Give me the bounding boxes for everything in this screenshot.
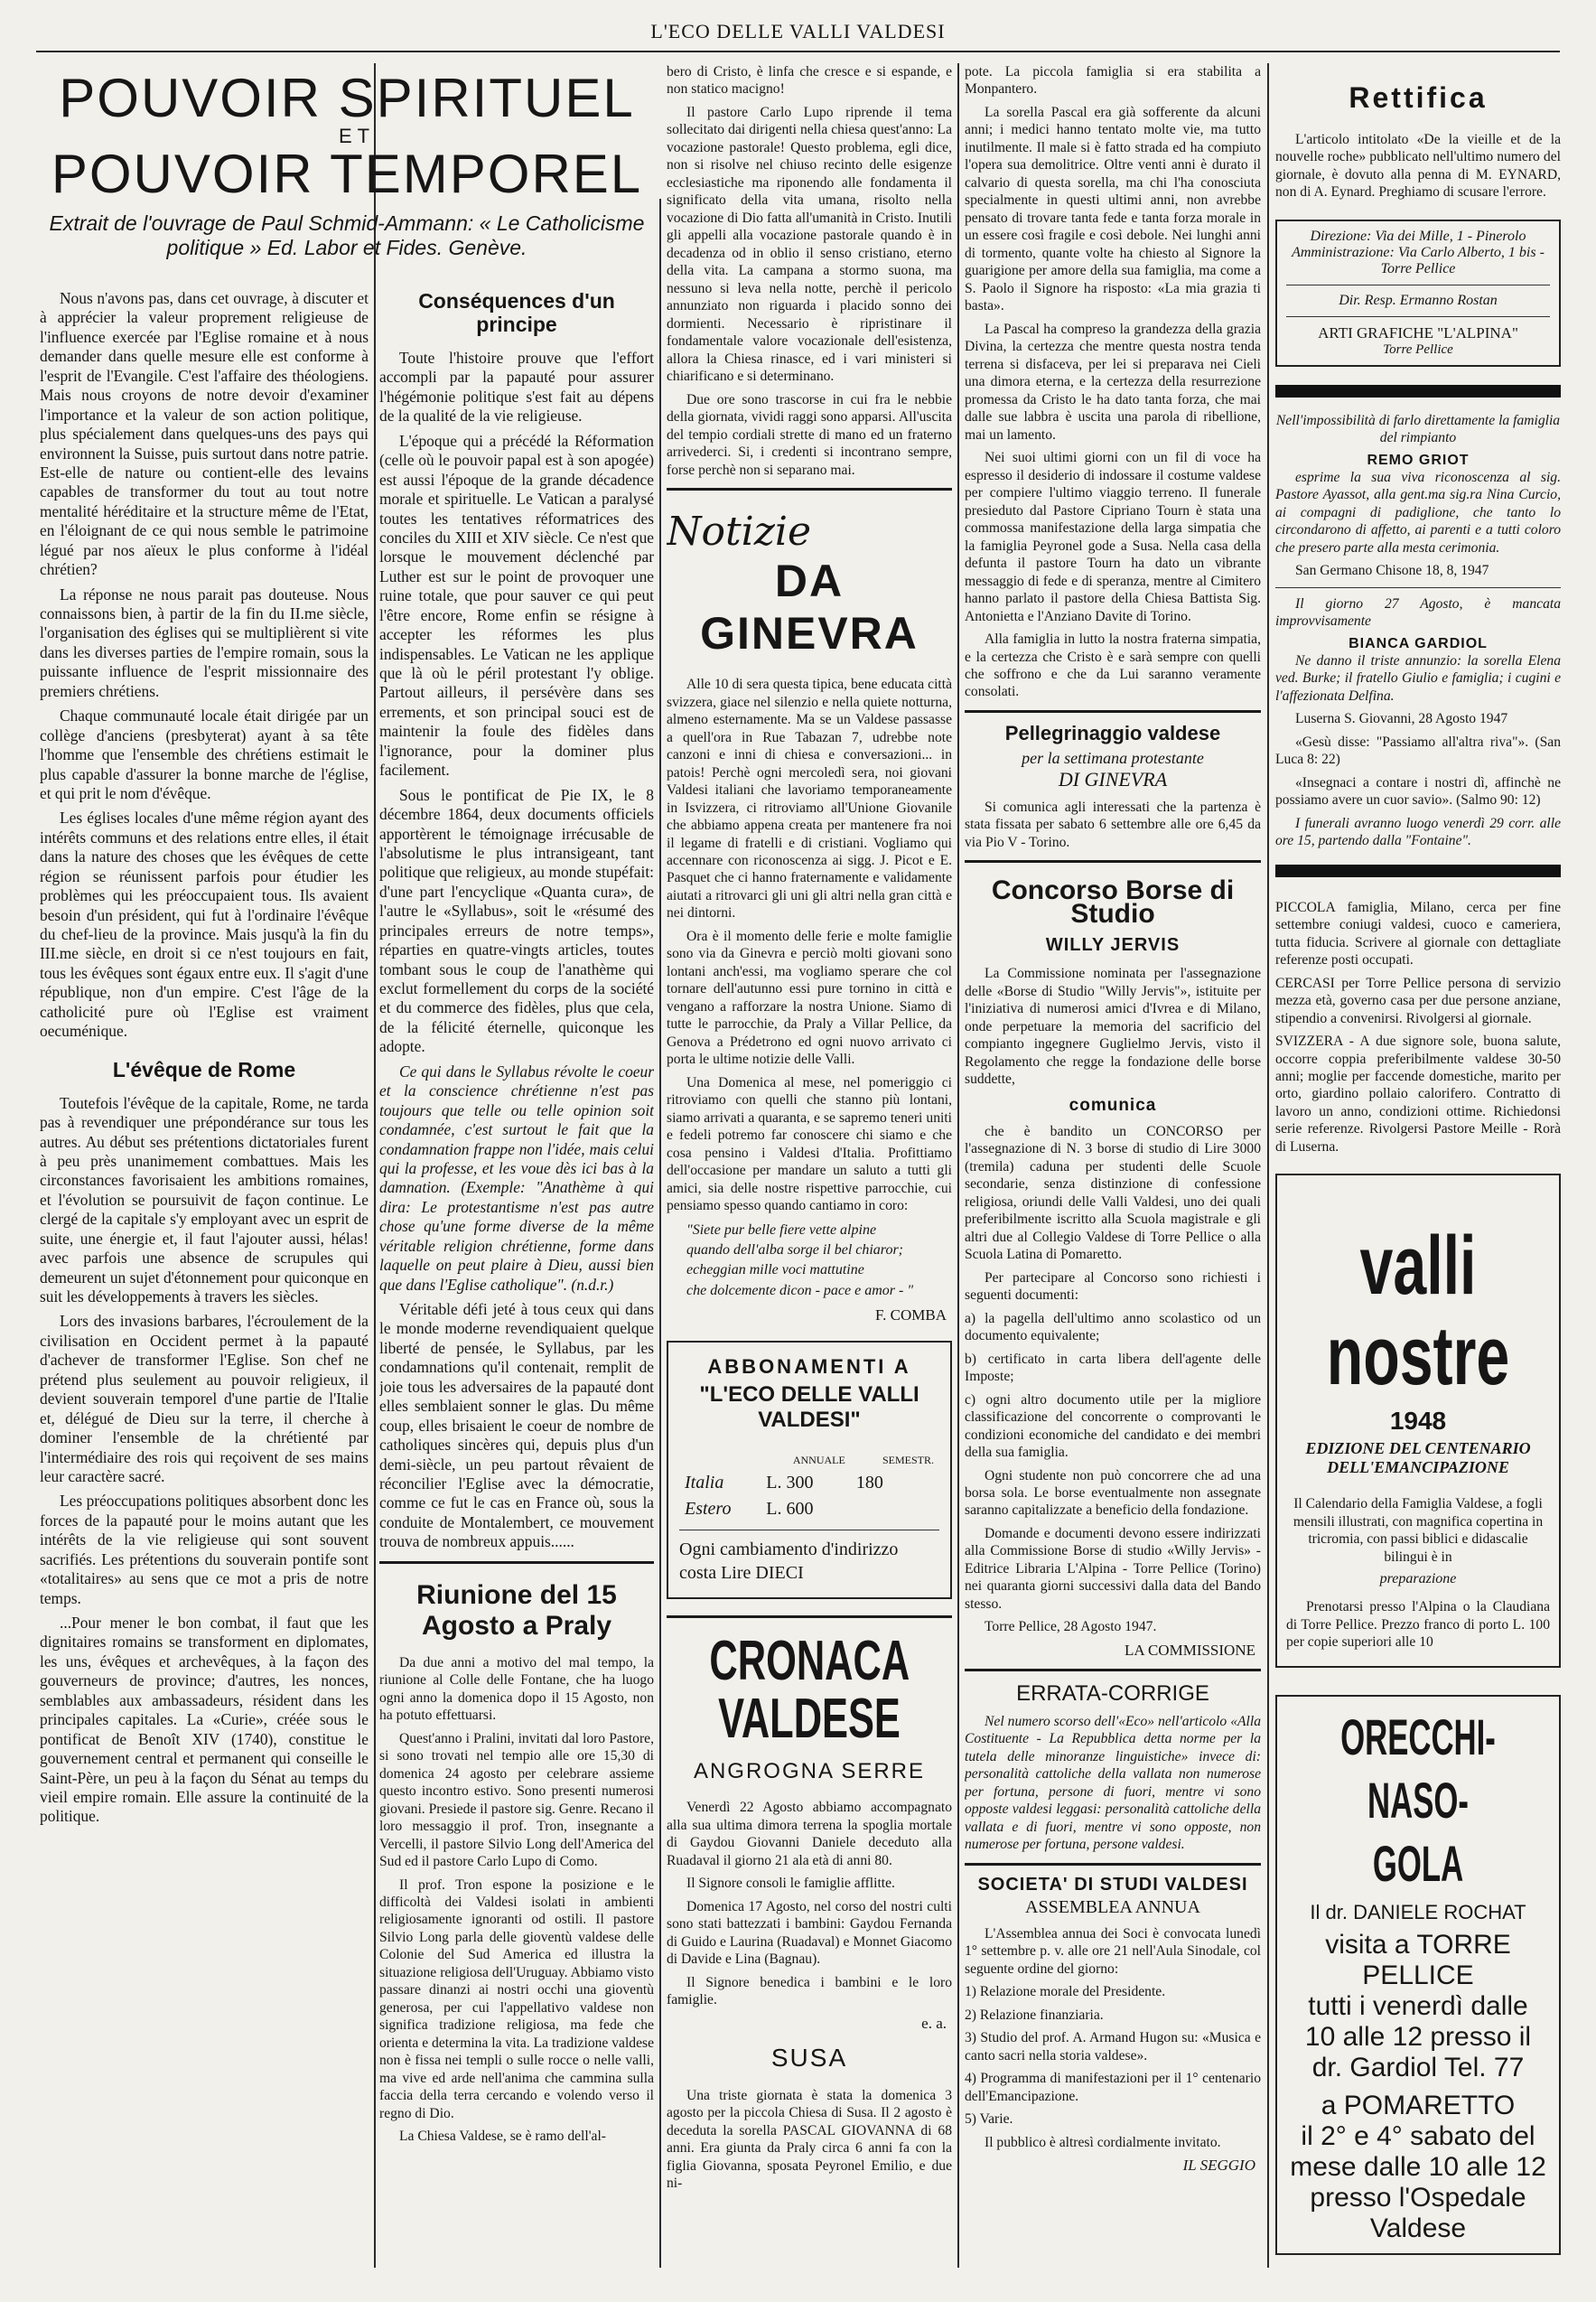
doctor-line: presso l'Ospedale bbox=[1310, 2182, 1526, 2213]
column-5 bbox=[1275, 63, 1561, 2277]
section-heading: L'évêque de Rome bbox=[112, 1057, 296, 1081]
table-row bbox=[679, 1496, 939, 1522]
paragraph: Sous le pontificat de Pie IX, le 8 décembre 1864, deux documents officiels apportèrent le témoignage irrécusable de l'absolutisme le plus intransigeant, tant politique que religieux, au monde stupéfait: d'une part l'encyclique «Quanta cura», de l'autre le «Syllabus», soit le «résumé des principales erreurs de notre temps», réparties en quatre-vingts articles, toutes tombant sous le coup de l'anathème qui exclut formellement du corps de la société et du commerce des fidèles, plus que cela, de la félicité éternelle, quiconque les adopte. bbox=[379, 785, 654, 1056]
column-3 bbox=[667, 63, 952, 2277]
divider bbox=[965, 1863, 1261, 1866]
paragraph: bero di Cristo, è linfa che cresce e si espande, e non statico macigno! bbox=[667, 64, 952, 98]
article-title-line2: POUVOIR TEMPOREL bbox=[51, 144, 643, 204]
divider bbox=[667, 1615, 952, 1618]
calendar-year: 1948 bbox=[1389, 1407, 1447, 1436]
deceased-name: BIANCA GARDIOL bbox=[1349, 635, 1488, 651]
classified-ad: SVIZZERA - A due signore sole, buona salute, occorre coppia preferibilmente valdese 30-50 anni; moglie per faccende domestiche, marito per orto, giardino pollaio calorifero. Contratto di lavoro un anno, condizioni ottime. Richiedonsi serie referenze. Rivolgersi Pastore Meille - Rorà di Luserna. bbox=[1275, 1034, 1561, 1155]
paragraph: Il Calendario della Famiglia Valdese, a fogli mensili illustrati, con magnifica copertina in tricromia, con passi biblici e didascalie bilingui è in bbox=[1293, 1496, 1544, 1565]
doctor-name: Il dr. DANIELE ROCHAT bbox=[1310, 1900, 1526, 1923]
pellegrinaggio-sub1: per la settimana protestante bbox=[1022, 748, 1204, 767]
societa-heading: SOCIETA' DI STUDI VALDESI bbox=[977, 1874, 1248, 1895]
societa-subheading: ASSEMBLEA ANNUA bbox=[1025, 1896, 1200, 1917]
list-item: 1) Relazione morale del Presidente. bbox=[965, 1984, 1166, 2000]
paragraph: Nell'impossibilità di farlo direttamente la famiglia del rimpianto bbox=[1275, 412, 1561, 446]
list-item: b) certificato in carta libera dell'agente delle Imposte; bbox=[965, 1351, 1261, 1385]
paragraph: Si comunica agli interessati che la partenza è stata fissata per sabato 6 settembre alle ore 6,45 da via Pio V - Torino. bbox=[965, 799, 1261, 850]
table-cell: Italia bbox=[685, 1473, 724, 1493]
imprint-box bbox=[1275, 220, 1561, 367]
doctor-line: mese dalle 10 alle 12 bbox=[1290, 2151, 1546, 2182]
divider bbox=[1275, 587, 1561, 588]
column-1 bbox=[40, 289, 369, 2277]
column-rule bbox=[1267, 63, 1269, 2268]
notizie-heading: Notizie bbox=[667, 509, 812, 556]
comunica-heading: comunica bbox=[1069, 1095, 1157, 1115]
doctor-specialty: ORECCHI-NASO-GOLA bbox=[1340, 1708, 1496, 1892]
list-item: 4) Programma di manifestazioni per il 1° centenario dell'Emancipazione. bbox=[965, 2071, 1261, 2104]
doctor-ad-box bbox=[1275, 1695, 1561, 2255]
paragraph: Domande e documenti devono essere indirizzati alla Commissione Borse di studio «Willy Jervis» - Editrice Libraria L'Alpina - Torre Pellice (Torino) nei quaranta giorni successivi dalla data del Bando stesso. bbox=[965, 1525, 1261, 1612]
black-bar bbox=[1275, 385, 1561, 398]
main-article-header bbox=[40, 70, 654, 278]
paragraph: Toute l'histoire prouve que l'effort accompli par la papauté pour assurer l'hégémonie politique s'est fait au dépens de la qualité de la vie religieuse. bbox=[379, 349, 654, 426]
paragraph: Chaque communauté locale était dirigée par un collège d'anciens (presbyterat) ayant à sa tête l'homme que l'ensemble des chrétiens estimait le plus capable d'assurer la bonne marche de l'église, et qui prit le nom d'évêque. bbox=[40, 707, 369, 802]
paragraph: Il Signore benedica i bambini e le loro famiglie. bbox=[667, 1974, 952, 2008]
pellegrinaggio-sub2: DI GINEVRA bbox=[1058, 767, 1168, 791]
susa-heading: SUSA bbox=[770, 2043, 848, 2072]
section-heading: Conséquences d'un principe bbox=[418, 289, 615, 336]
article-subtitle: Extrait de l'ouvrage de Paul Schmid-Ammann: « Le Catholicisme politique » Ed. Labor et Fides. Genève. bbox=[49, 211, 645, 259]
subscription-title: ABBONAMENTI A bbox=[707, 1355, 911, 1379]
black-bar bbox=[1275, 865, 1561, 877]
paragraph: Nous n'avons pas, dans cet ouvrage, à discuter et à apprécier la valeur proprement religieuse de l'influence exercée par l'Eglise romaine et à nous demander dans quelle mesure elle est conforme à l'esprit de l'Evangile. C'est l'affaire des théologiens. Mais nous croyons de notre devoir d'examiner l'importance et la valeur de son action politique, plus spécialement dans quelques-uns des pays qui environnent la Suisse, puis surtout dans notre patrie. Est-elle de nature ou contient-elle des levains capables de transformer du tout au tout notre mentalité héréditaire et la structure même de l'Etat, en l'éloignant de ce qui nous semble le patrimoine légué par nos aïeux le plus conforme à l'idéal chrétien? bbox=[40, 289, 369, 579]
table-header: ANNUALE bbox=[792, 1454, 845, 1467]
paragraph: Il pubblico è altresì cordialmente invitato. bbox=[985, 2134, 1221, 2150]
pellegrinaggio-heading: Pellegrinaggio valdese bbox=[1004, 721, 1221, 744]
paragraph: Alle 10 di sera questa tipica, bene educata città svizzera, giace nel silenzio e nella quiete notturna, almeno esternamente. Ma se un Valdese passasse a quell'ora in Rue Tabazan 7, udrebbe note canzoni e inni di chiesa e conversazioni... in patois! Perchè ogni mercoledì sera, noi giovani Valdesi italiani che lavoriamo temporaneamente in Isvizzera, ci ritroviamo all'Unione Giovanile che abbiamo appena creata per mantenere fra noi il legame di fratelli e di cristiani. Vogliamo qui accennare con riconoscenza ai sigg. J. Picot e E. Pasquet che ci hanno fraternamente e validamente aiutati a ritrovarci gli uni gli altri nella gran città e nei dintorni. bbox=[667, 677, 952, 922]
paragraph: Venerdì 22 Agosto abbiamo accompagnato alla sua ultima dimora terrena la spoglia mortale di Gaydou Giovanni Daniele deceduto alla Ruadaval il giorno 21 ala età di anni 80. bbox=[667, 1800, 952, 1868]
list-item: c) ogni altro documento utile per la migliore classificazione del concorrente o comprovanti le condizioni economiche del candidato e dei membri della sua famiglia. bbox=[965, 1391, 1261, 1461]
paragraph: Il pastore Carlo Lupo riprende il tema sollecitato dai dirigenti nella chiesa quest'anno: La vocazione pastorale! Questo problema, egli dice, non si risolve nel chiuso recinto delle esigenze ecclesiastiche ma riponendo alle fondamenta il significato della vita umana, risolto nella vocazione di Dio fatta all'umanità in Cristo. Inutili gli appelli alla vocazione pastorale quando è in decadenza od in oblio il senso cristiano, eterno della vita. La campana a stormo suona, ma nessuno si leva nella notte, perchè il pericolo annunziato non riguarda i placido sonno dei dormienti. Necessario è ripristinare il fondamentale valore vocazionale dell'esistenza, allora la Chiesa rinasce, ed i vari ministeri si chiarificano e si determinano. bbox=[667, 104, 952, 385]
table-row bbox=[679, 1470, 939, 1496]
doctor-line: Valdese bbox=[1369, 2213, 1467, 2243]
list-item: 3) Studio del prof. A. Armand Hugon su: «Musica e canto sacri nella storia valdese». bbox=[965, 2030, 1261, 2063]
paragraph: Ogni studente non può concorrere che ad una borsa sola. Le borse eventualmente non assegnate saranno capitalizzate a beneficio della fondazione. bbox=[965, 1467, 1261, 1519]
paragraph: Prenotarsi presso l'Alpina o la Claudiana di Torre Pellice. Prezzo franco di porto L. 100 per copie superiori alle 10 bbox=[1286, 1599, 1550, 1651]
paragraph: La Pascal ha compreso la grandezza della grazia Divina, la certezza che mentre questa nostra tenda terrena si disfaceva, per lei si preparava nei Cieli una dimora eterna, e la certezza della resurrezione promessa da Cristo le ha dato tanta forza, che mai dalle sue labbra è uscita una parola di ribellione, mai un lamento. bbox=[965, 321, 1261, 443]
paragraph: Ce qui dans le Syllabus révolte le coeur et la conscience chrétienne n'est pas toujours que telle ou telle opinion soit condamnée, c'est surtout le fait que la condamnation frappe non l'idée, mais celui qui la professe, et les voue dès ici bas à la damnation. (Exemple: "Anathème à qui dira: Le protestantisme n'est pas autre chose qu'une forme diverse de la même véritable religion chrétienne, forme dans laquelle on peut plaire à Dieu, aussi bien que dans l'Eglise catholique". (n.d.r.) bbox=[379, 1062, 654, 1294]
table-cell: 180 bbox=[855, 1473, 883, 1493]
paragraph: «Insegnaci a contare i nostri dì, affinchè ne possiamo avere un cuor savio». (Salmo 90: 12) bbox=[1275, 774, 1561, 809]
masthead-title: L'ECO DELLE VALLI VALDESI bbox=[650, 20, 946, 42]
column-4 bbox=[965, 63, 1261, 2277]
paragraph: Quest'anno i Pralini, invitati dal loro Pastore, si sono trovati nel tempio alle ore 15,30 di domenica 24 agosto per celebrare assieme questo incontro estivo. Sono presenti numerosi giovani. Presiede il pastore sig. Genre. Recano il loro messaggio il prof. Tron, insegnante a Vercelli, il pastore Silvio Long dell'America del Sud ed il pastore Carlo Lupo di Como. bbox=[379, 1730, 654, 1870]
paragraph: San Germano Chisone 18, 8, 1947 bbox=[1295, 563, 1489, 579]
subscription-note: Ogni cambiamento d'indirizzo costa Lire DIECI bbox=[679, 1539, 899, 1584]
rettifica-heading: Rettifica bbox=[1349, 81, 1488, 114]
signature: e. a. bbox=[921, 2014, 947, 2032]
paragraph: Lors des invasions barbares, l'écroulement de la civilisation en Occident permet à la papauté d'achever de transformer l'Eglise. Son chef ne prétend plus seulement au pouvoir religieux, il devient souverain temporel d'une partie de l'Italie et, délégué de Dieu sur la terre, il cherche à dominer l'ensemble de la chrétienté par l'intermédiaire des rois qui reçoivent de ses mains leur caractère sacré. bbox=[40, 1312, 369, 1485]
cronaca-heading: CRONACA VALDESE bbox=[709, 1630, 910, 1751]
paragraph: pote. La piccola famiglia si era stabilita a Monpantero. bbox=[965, 64, 1261, 98]
doctor-line: dr. Gardiol Tel. 77 bbox=[1311, 2052, 1525, 2082]
signature: LA COMMISSIONE bbox=[1125, 1641, 1255, 1659]
verse bbox=[686, 1221, 952, 1302]
paragraph: La sorella Pascal era già sofferente da alcuni anni; i medici hanno tentato molte vie, ma tutto inutilmente. Il male si è fatto strada ed ha compiuto l'opera sua demolitrice. Oltre venti anni è durato il calvario di questa sorella, ma chi l'ha conosciuta specialmente in questi ultimi anni, non avrebbe pensato di trovare tanta fede e tanta forza morale in un essere così fragile e così debole. Nei lunghi anni di tormento, quante volte ha chiesto al Signore la guarigione per amore della sua famiglia, ma come a S. Paolo il Signore ha risposto: «La mia grazia ti basta». bbox=[965, 104, 1261, 314]
table-header: SEMESTR. bbox=[882, 1454, 934, 1467]
doctor-line: visita a TORRE PELLICE bbox=[1325, 1929, 1511, 1990]
classified-ad: PICCOLA famiglia, Milano, cerca per fine settembre coniugi valdesi, cuoco e cameriera, tutta fiducia. Scrivere al giornale con dettagliate referenze posti occupati. bbox=[1275, 899, 1561, 969]
table-cell: L. 600 bbox=[766, 1499, 814, 1520]
column-rule bbox=[957, 63, 959, 2268]
verse-line: echeggian mille voci mattutine bbox=[686, 1262, 864, 1278]
paragraph: esprime la sua viva riconoscenza al sig. Pastore Ayassot, alla gent.ma sig.ra Nina Curcio, ai compagni di padiglione, che tanto lo circondarono di affetto, ai parenti e a tutti coloro che presero parte alla mesta cerimonia. bbox=[1275, 469, 1561, 556]
subscription-title2: "L'ECO DELLE VALLI VALDESI" bbox=[699, 1382, 919, 1433]
concorso-heading: Concorso Borse di Studio bbox=[991, 875, 1235, 930]
calendar-ad-box bbox=[1275, 1174, 1561, 1667]
divider bbox=[965, 710, 1261, 713]
paragraph: Les préoccupations politiques absorbent donc les forces de la papauté pour le moins autant que les intérêts de la vie religieuse qui sont souvent sacrifiés. Les prétentions du souverain pontife sont «totalitaires» au sens que ce mot a pris de notre temps. bbox=[40, 1492, 369, 1607]
divider bbox=[667, 488, 952, 491]
paragraph: Luserna S. Giovanni, 28 Agosto 1947 bbox=[1295, 711, 1508, 727]
paragraph: L'articolo intitolato «De la vieille et de la nouvelle roche» pubblicato nell'ultimo numero del giornale, è dovuto alla penna di M. EYNARD, non di A. Eynard. Preghiamo di scusare l'errore. bbox=[1275, 132, 1561, 201]
column-rule bbox=[659, 199, 661, 2268]
errata-heading: ERRATA-CORRIGE bbox=[1016, 1680, 1209, 1706]
verse-line: quando dell'alba sorge il bel chiaror; bbox=[686, 1242, 903, 1259]
paragraph: L'époque qui a précédé la Réformation (celle où le pouvoir papal est à son apogée) est aussi l'époque de la grande décadence morale et spirituelle. Le Vatican a paralysé toutes les tentatives réformatrices des conciles du XIII et XIV siècle. Ce n'est que lorsque le mouvement déclenché par Luther est sur le point de provoquer une ruine totale, que pour sauver ce qui peut l'être encore, Rome enfin se résigne à accepter les réformes les plus indispensables. Le Vatican ne les applique que là où le péril protestant l'y oblige. Partout ailleurs, il persévère dans ses errements, et son principal souci est de maintenir la foule des fidèles dans l'ignorance, pour la dominer plus facilement. bbox=[379, 431, 654, 780]
paragraph: Véritable défi jeté à tous ceux qui dans le monde moderne revendiquaient quelque liberté de pensée, le Syllabus, par les condamnations qu'il contenait, remplit de joie tous les adversaires de la papauté dont elles semblaient sonner le glas. Du même coup, elles brisaient le coeur de nombre de catholiques sincères qui, depuis plus d'un demi-siècle, un peu partout rêvaient de réconcilier l'Eglise avec la démocratie, comme ce fut le cas en France où, sous la conduite de Montalembert, ce mouvement trouva de nombreux appuis...... bbox=[379, 1300, 654, 1551]
doctor-line: a POMARETTO bbox=[1321, 2090, 1516, 2120]
paragraph: Nei suoi ultimi giorni con un fil di voce ha espresso il desiderio di indossare il costume valdese per compiere l'ultimo viaggio terreno. Il funerale presieduto dal Pastore Cipriano Tourn è stata una commossa manifestazione della larga simpatia che la famiglia Peyronel gode a Susa. Nella casa della defunta il pastore Tourn ha dato un vibrante messaggio di fede e di speranza, mentre al Cimitero hanno parlato il pastore della Chiesa Battista Sig. Antonietta e l'Anziano Davite di Torino. bbox=[965, 450, 1261, 624]
paragraph: Due ore sono trascorse in cui fra le nebbie della giornata, vividi raggi sono apparsi. All'uscita del tempio cordiali strette di mano ed un fraterno arrivederci. Si, i credenti si incontrano sempre, forse perchè non si separano mai. bbox=[667, 391, 952, 478]
paragraph: Alla famiglia in lutto la nostra fraterna simpatia, e la certezza che Cristo è e sarà sempre con quelli che soffrono e che da Lui saranno veramente consolati. bbox=[965, 632, 1261, 700]
table-header bbox=[679, 1451, 761, 1470]
paragraph: Ne danno il triste annunzio: la sorella Elena ved. Burke; il fratello Giulio e famiglia; i cugini e l'affezionata Delfina. bbox=[1275, 652, 1561, 704]
masthead bbox=[0, 0, 1596, 58]
paragraph: Una Domenica al mese, nel pomeriggio ci ritroviamo con quelli che stanno più lontani, siamo arrivati a quaranta, e se sapremo teneri uniti e fedeli potremo far conoscere chi siamo e che cosa pensino i Valdesi d'Italia. Profittiamo dell'occasione per mandare un saluto a tutti gli amici, sia delle nostre rispettive parrocchie, cui pensiamo spesso quando cantiamo in coro: bbox=[667, 1074, 952, 1214]
table-cell: Estero bbox=[685, 1499, 732, 1520]
subscription-box bbox=[667, 1341, 952, 1599]
tipografia-luogo: Torre Pellice bbox=[1383, 342, 1453, 357]
paragraph: «Gesù disse: "Passiamo all'altra riva"». (San Luca 8: 22) bbox=[1275, 734, 1561, 768]
table-cell bbox=[851, 1496, 939, 1522]
paragraph: Da due anni a motivo del mal tempo, la riunione al Colle delle Fontane, che ha luogo ogni anno la domenica dopo il 15 Agosto, non ha potuto effettuarsi. bbox=[379, 1654, 654, 1724]
signature: F. COMBA bbox=[875, 1306, 947, 1324]
calendar-prep: preparazione bbox=[1379, 1571, 1457, 1587]
paragraph: Ora è il momento delle ferie e molte famiglie sono via da Ginevra e perciò molti giovani sono lontani anch'essi, ma vogliamo sperare che col tornare dell'autunno essi pure tornino in città e vengano a rafforzare la nostra Unione. Siamo di tutte le parrocchie, da Praly a Villar Pellice, da Genova a Prédetrono ed ogni nuovo arrivato ci porta le ultime notizie delle Valli. bbox=[667, 928, 952, 1068]
calendar-edition: EDIZIONE DEL CENTENARIO DELL'EMANCIPAZIONE bbox=[1305, 1439, 1531, 1477]
paragraph: La réponse ne nous parait pas douteuse. Nous connaissons bien, à partir de la fin du II.me siècle, l'organisation des églises qui se multiplièrent si vite dans les diverses parties de l'empire romain, sous la puissante influence de l'esprit missionnaire des premiers chrétiens. bbox=[40, 585, 369, 700]
divider bbox=[379, 1561, 654, 1564]
table-cell: L. 300 bbox=[766, 1473, 814, 1493]
list-item: 2) Relazione finanziaria. bbox=[965, 2007, 1104, 2023]
paragraph: Toutefois l'évêque de la capitale, Rome, ne tarda pas à revendiquer une prépondérance sur tous les autres. Au début ses prétentions dictatoriales furent à peu près unanimement combattues. Mais les circonstances favorisaient les ambitions romaines, et l'évolution se poursuivit de façon continue. Le clergé de la capitale s'y employant avec un esprit de suite, une énergie et, il faut l'ajouter aussi, hélas! avec parfois une absence de scrupules qui demeurent un sujet d'étonnement pour quiconque en suit les développements à travers les siècles. bbox=[40, 1093, 369, 1305]
column-rule bbox=[374, 63, 376, 2268]
divider bbox=[965, 1669, 1261, 1671]
paragraph: Per partecipare al Concorso sono richiesti i seguenti documenti: bbox=[965, 1269, 1261, 1304]
paragraph: La Commissione nominata per l'assegnazione delle «Borse di Studio "Willy Jervis"», istituite per l'iniziativa di numerosi amici d'Ivrea e di Milano, onde perpetuare la memoria del sacrificio del compianto ingegnere Guglielmo Jervis, visto il Regolamento che regge la fondazione delle borse suddette, bbox=[965, 966, 1261, 1088]
paragraph: Una triste giornata è stata la domenica 3 agosto per la piccola Chiesa di Susa. Il 2 agosto è deceduta la sorella PASCAL GIOVANNA di 68 anni. Era giunta da Praly circa 6 anni fa con la figlia Giovanna, sposata Peyronel Emilio, e due ni- bbox=[667, 2087, 952, 2191]
amministrazione: Amministrazione: Via Carlo Alberto, 1 bis - Torre Pellice bbox=[1292, 244, 1545, 276]
doctor-line: tutti i venerdì dalle bbox=[1308, 1990, 1528, 2021]
paragraph: Les églises locales d'une même région ayant des intérêts communs et des relations entre elles, il était dans la nature des choses que les évêques de cette région se réunissent parfois pour étudier les problèmes qui les préoccupaient tous. Ils avaient besoin d'un président, qui fut à l'ordinaire l'évêque du chef-lieu de la province. Mais jusqu'à la fin du III.me siècle, en droit si ce n'est toujours en fait, tous les évêques sont égaux entre eux. Il s'agit d'une république, non d'un empire. C'est l'âge de la catholicité pure où l'Eglise est vraiment oecuménique. bbox=[40, 809, 369, 1041]
direzione: Direzione: Via dei Mille, 1 - Pinerolo bbox=[1310, 228, 1526, 244]
direttore: Dir. Resp. Ermanno Rostan bbox=[1339, 292, 1498, 308]
classified-ad: CERCASI per Torre Pellice persona di servizio mezza età, governo casa per due persone anziane, stipendio a convenirsi. Rivolgersi al giornale. bbox=[1275, 975, 1561, 1026]
valli-nostre-title: valli nostre bbox=[1326, 1220, 1510, 1403]
paragraph: che è bandito un CONCORSO per l'assegnazione di N. 3 borse di studio di Lire 3000 (tremila) caduna per studenti delle Scuole secondarie, senza distinzione di confessione religiosa, oriundi delle Valli Valdesi, uno dei quali preferibilmente iscritto alla Scuola magistrale e gli altri due al Collegio Valdese di Torre Pellice o alla Scuola Latina di Pomaretto. bbox=[965, 1123, 1261, 1263]
paragraph: I funerali avranno luogo venerdì 29 corr. alle ore 15, partendo dalla "Fontaine". bbox=[1275, 815, 1561, 849]
paragraph: Il prof. Tron espone la posizione e le difficoltà dei Valdesi isolati in ambienti religiosamente ignoranti od ostili. Il pastore Silvio Long parla delle gioventù valdese delle Colonie del Sud America ed illustra la situazione religiosa dell'Uruguay. Abbiamo visto passare dinanzi ai nostri occhi una gioventù generosa, per cui l'appellativo valdese non significa tradizione religiosa, ma fede che orienta e determina la vita. La tradizione valdese non è fissa nei templi o sulle rocce o nelle valli, ma vive ed arde nell'anima che cammina sulla faccia della terra cercando e volendo verso il regno di Dio. bbox=[379, 1876, 654, 2121]
doctor-line: il 2° e 4° sabato del bbox=[1301, 2120, 1535, 2151]
column-2 bbox=[379, 289, 654, 2277]
paragraph: ...Pour mener le bon combat, il faut que les dignitaires romains se transforment en diplomates, les uns, évêques et archevêques, à la façon des gouverneurs de province; d'autres, les nonces, semblables aux ambassadeurs, résident dans les principales capitales. La «Curie», créée sous le pontificat de Benoît XIV (1740), constitue le gouvernement central et permanent qui conseille le Saint-Père, un peu à la façon du Sénat au temps du vieil empire romain. Elle assure la continuité de la politique. bbox=[40, 1614, 369, 1826]
ginevra-heading: DA GINEVRA bbox=[700, 556, 919, 660]
paragraph: Il giorno 27 Agosto, è mancata improvvisamente bbox=[1275, 595, 1561, 630]
article-title-line1: POUVOIR SPIRITUEL bbox=[59, 70, 635, 128]
list-item: a) la pagella dell'ultimo anno scolastico od un documento equivalente; bbox=[965, 1310, 1261, 1344]
paragraph: La Chiesa Valdese, se è ramo dell'al- bbox=[399, 2129, 606, 2145]
paragraph: Il Signore consoli le famiglie afflitte. bbox=[686, 1876, 895, 1892]
subscription-table bbox=[679, 1451, 939, 1522]
verse-line: che dolcemente dicon - pace e amor - " bbox=[686, 1282, 914, 1298]
paragraph: Domenica 17 Agosto, nel corso del nostri culti sono stati battezzati i bambini: Gaydou Fernanda di Guido e Laurina (Ruadaval) e Monnet Giacomo di Davide e Lina (Bagnau). bbox=[667, 1898, 952, 1968]
deceased-name: REMO GRIOT bbox=[1367, 452, 1470, 468]
paragraph: Torre Pellice, 28 Agosto 1947. bbox=[985, 1619, 1157, 1635]
divider bbox=[965, 860, 1261, 863]
willy-jervis: WILLY JERVIS bbox=[1045, 935, 1181, 956]
section-heading: Riunione del 15 Agosto a Praly bbox=[416, 1579, 617, 1641]
paragraph: L'Assemblea annua dei Soci è convocata lunedì 1° settembre p. v. alle ore 21 nell'Aula Sinodale, col seguente ordine del giorno: bbox=[965, 1925, 1261, 1977]
signature: IL SEGGIO bbox=[1182, 2157, 1255, 2175]
top-rule bbox=[36, 51, 1560, 52]
doctor-line: 10 alle 12 presso il bbox=[1304, 2021, 1532, 2052]
divider bbox=[1286, 316, 1550, 317]
article-title-et: ET bbox=[338, 125, 376, 147]
tipografia: ARTI GRAFICHE "L'ALPINA" bbox=[1318, 323, 1518, 342]
verse-line: "Siete pur belle fiere vette alpine bbox=[686, 1221, 877, 1238]
angrogna-heading: ANGROGNA SERRE bbox=[693, 1759, 926, 1784]
list-item: 5) Varie. bbox=[965, 2111, 1013, 2128]
paragraph: Nel numero scorso dell'«Eco» nell'articolo «Alla Costituente - La Repubblica detta norme per la tutela delle minoranze linguistiche» invece di: personalità cattoliche della vallata non numerose per fortuna, persone di fuori, mentre vi sono opposte valdesi leggasi: personalità cattoliche della vallata e di fuori, mentre vi sono opposte, non numerose per fortuna, persone valdesi. bbox=[965, 1713, 1261, 1853]
